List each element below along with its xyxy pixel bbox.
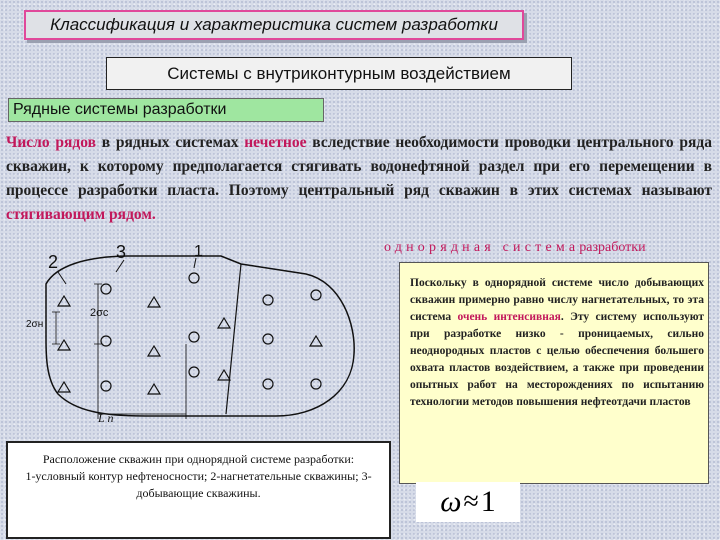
formula-one: 1 — [480, 485, 496, 518]
production-well-circle — [101, 284, 111, 294]
production-well-circle — [101, 336, 111, 346]
injection-well-triangle — [148, 297, 160, 307]
paragraph-text-1: в рядных системах — [96, 134, 245, 151]
approx-symbol: ≈ — [463, 486, 479, 517]
injection-well-triangle — [218, 370, 230, 380]
main-paragraph — [6, 131, 712, 227]
note-text-2: . Эту систему используют при разработке низко - проницаемых, сильно неоднородных пластов с целью обеспечения большего охвата пластов воздействием, а также при проведении опытных работ на месторождениях по испытанию технологии методов повышения нефтеотдачи пластов — [410, 311, 705, 408]
injection-well-triangle — [218, 318, 230, 328]
omega-formula — [416, 482, 520, 522]
label-1: 1 — [194, 243, 203, 260]
production-well-circle — [311, 290, 321, 300]
section-heading: Рядные системы разработки — [8, 98, 324, 122]
production-well-circle — [311, 379, 321, 389]
slide-subtitle: Системы с внутриконтурным воздействием — [106, 57, 572, 90]
diagram-caption — [6, 441, 391, 539]
label-2sigma-n: 2σн — [26, 319, 44, 330]
production-well-circle — [263, 379, 273, 389]
injection-well-triangle — [58, 296, 70, 306]
highlight-odd: нечетное — [244, 134, 307, 151]
label-2sigma-c: 2σс — [90, 307, 109, 319]
label-2: 2 — [48, 252, 59, 272]
label-Lp: L п — [98, 411, 114, 425]
injection-well-triangle — [148, 384, 160, 394]
injection-well-triangle — [58, 340, 70, 350]
note-text-1: Поскольку в однорядной системе число добывающих скважин примерно равно числу нагнетательных, то эта система — [410, 277, 704, 323]
injection-well-triangle — [58, 382, 70, 392]
note-highlight-intense: очень интенсивная — [457, 311, 561, 323]
single-row-heading-tail: разработки — [579, 240, 646, 255]
oil-contour — [46, 256, 354, 416]
production-well-circle — [101, 381, 111, 391]
label-3: 3 — [116, 242, 127, 262]
injection-well-triangle — [310, 336, 322, 346]
highlight-rows-count: Число рядов — [6, 134, 96, 151]
intensity-note — [399, 262, 709, 484]
slide-title: Классификация и характеристика систем разработки — [24, 10, 524, 40]
caption-line-2: 1-условный контур нефтеносности; 2-нагнетательные скважины; 3-добывающие скважины. — [25, 469, 372, 500]
production-well-circle — [189, 273, 199, 283]
caption-line-1: Расположение скважин при однорядной системе разработки: — [42, 452, 355, 466]
highlight-pulling-row: стягивающим рядом. — [6, 206, 156, 223]
injection-well-triangle — [148, 346, 160, 356]
row-separator — [226, 264, 241, 414]
omega-symbol: ω — [440, 485, 462, 518]
paragraph-text-2: вследствие необходимости проводки центрального ряда скважин, к которому предполагается стягивать водонефтяной раздел при его перемещении в процессе разработки пласта. Поэтому центральный ряд скважин в этих системах называют — [6, 134, 712, 199]
production-well-circle — [189, 367, 199, 377]
leader-2 — [58, 272, 66, 284]
production-well-circle — [189, 332, 199, 342]
single-row-heading-spaced: однорядная система — [384, 240, 580, 255]
well-layout-diagram — [26, 242, 396, 444]
production-well-circle — [263, 295, 273, 305]
production-well-circle — [263, 334, 273, 344]
single-row-heading — [384, 240, 646, 256]
